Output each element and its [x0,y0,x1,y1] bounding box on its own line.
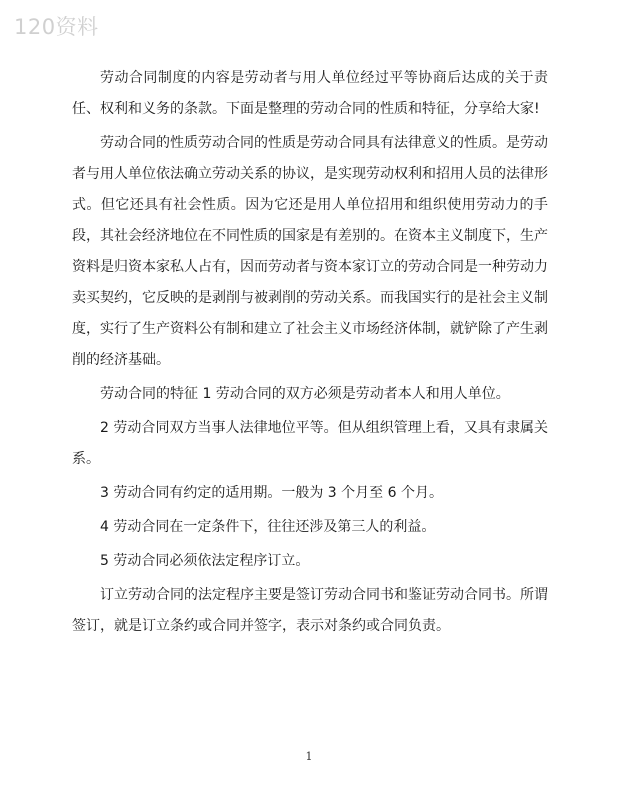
paragraph-intro: 劳动合同制度的内容是劳动者与用人单位经过平等协商后达成的关于责任、权利和义务的条款。下面是整理的劳动合同的性质和特征，分享给大家! [72,70,548,117]
page-number: 1 [305,750,313,763]
paragraph-feature-2: 2 劳动合同双方当事人法律地位平等。但从组织管理上看，又具有隶属关系。 [72,420,548,467]
paragraph-nature: 劳动合同的性质劳动合同的性质是劳动合同具有法律意义的性质。是劳动者与用人单位依法确立劳动关系的协议，是实现劳动权利和招用人员的法律形式。但它还具有社会性质。因为它还是用人单位招用和组织使用劳动力的手段，其社会经济地位在不同性质的国家是有差别的。在资本主义制度下，生产资料是归资本家私人占有，因而劳动者与资本家订立的劳动合同是一种劳动力卖买契约，它反映的是剥削与被剥削的劳动关系。而我国实行的是社会主义制度，实行了生产资料公有制和建立了社会主义市场经济体制，就铲除了产生剥削的经济基础。 [72,135,548,368]
paragraph-procedure: 订立劳动合同的法定程序主要是签订劳动合同书和鉴证劳动合同书。所谓签订，就是订立条约或合同并签字，表示对条约或合同负责。 [72,587,548,634]
paragraph-feature-4: 4 劳动合同在一定条件下，往往还涉及第三人的利益。 [100,519,436,535]
paragraph-feature-1: 劳动合同的特征 1 劳动合同的双方必须是劳动者本人和用人单位。 [100,386,510,402]
document-body [72,63,548,645]
paragraph-feature-5: 5 劳动合同必须依法定程序订立。 [100,553,310,569]
paragraph-feature-3: 3 劳动合同有约定的适用期。一般为 3 个月至 6 个月。 [100,485,443,501]
watermark: 120资料 [14,15,99,39]
